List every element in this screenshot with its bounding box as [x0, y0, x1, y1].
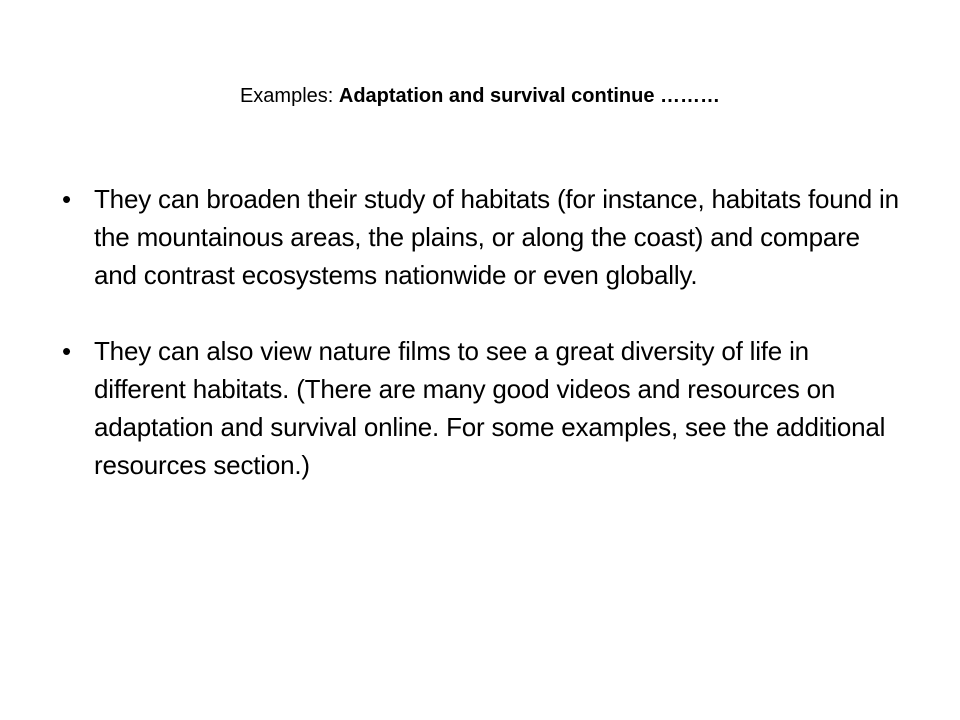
bullet-icon: • — [62, 336, 71, 366]
bullet-text: They can also view nature films to see a great diversity of life in different habitats. (There are many good videos and resources on adaptation and survival online. For some examples, see the additional resources section.) — [94, 336, 886, 480]
bullet-item — [62, 332, 902, 484]
bullet-icon: • — [62, 184, 71, 214]
bullet-text: They can broaden their study of habitats (for instance, habitats found in the mountainous areas, the plains, or along the coast) and compare and contrast ecosystems nationwide or even globally. — [94, 184, 899, 290]
title-prefix: Examples: — [239, 85, 339, 107]
bullet-item — [62, 180, 902, 294]
slide-title — [0, 82, 960, 110]
title-emphasis: Adaptation and survival continue ……… — [338, 85, 721, 107]
bullet-list — [62, 180, 902, 522]
